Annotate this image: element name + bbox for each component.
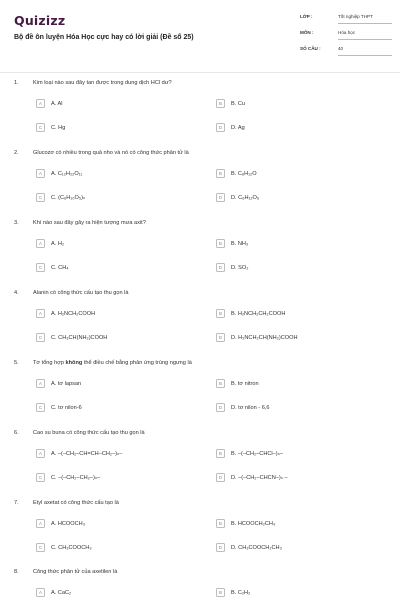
option-text: A. –(–CH₂–CH=CH–CH₂–)ₙ– [51, 450, 123, 457]
question-number: 5. [14, 360, 19, 366]
question-item [0, 220, 400, 290]
option-text: C. CH₃CH(NH₂)COOH [51, 334, 108, 341]
answer-option-b[interactable] [216, 588, 386, 598]
option-letter-box: D [216, 543, 225, 552]
question-text-part: Tơ tổng hợp [33, 360, 66, 366]
question-item [0, 80, 400, 150]
question-number: 3. [14, 220, 19, 226]
question-text-part: thể điều chế bằng phản ứng trùng ngưng là [82, 360, 192, 366]
option-text: A. C₁₂H₂₂O₁₁ [51, 170, 83, 177]
option-text: A. HCOOCH₃ [51, 520, 85, 527]
option-letter-box: A [36, 588, 45, 597]
option-letter-box: C [36, 543, 45, 552]
option-text: A. Al [51, 100, 63, 107]
answer-option-d[interactable] [216, 263, 386, 273]
option-letter-box: D [216, 403, 225, 412]
question-item [0, 150, 400, 220]
question-text: Khí nào sau đây gây ra hiện tượng mưa axit? [33, 220, 146, 226]
answer-option-d[interactable] [216, 473, 386, 483]
option-text: D. CH₃COOCH₂CH₃ [231, 544, 282, 551]
option-text: B. C₂H₂ [231, 589, 251, 596]
question-item [0, 569, 400, 600]
option-text: D. C₆H₁₂O₆ [231, 194, 260, 201]
answer-option-a[interactable] [36, 519, 206, 529]
question-text: Glucozơ có nhiều trong quả nho và nó có công thức phân tử là [33, 150, 189, 156]
meta-label: LỚP : [300, 14, 313, 19]
option-text: C. CH₄ [51, 264, 69, 271]
question-text: Cao su buna có công thức cấu tạo thu gọn là [33, 430, 145, 436]
option-letter-box: D [216, 123, 225, 132]
question-item [0, 500, 400, 570]
option-text: B. Cu [231, 100, 245, 107]
option-letter-box: A [36, 519, 45, 528]
question-item [0, 290, 400, 360]
option-letter-box: B [216, 169, 225, 178]
option-text: B. HCOOCH₂CH₃ [231, 520, 276, 527]
option-text: A. H₂NCH₂COOH [51, 310, 96, 317]
option-letter-box: C [36, 473, 45, 482]
option-text: B. NH₃ [231, 240, 249, 247]
answer-option-a[interactable] [36, 169, 206, 179]
answer-option-b[interactable] [216, 519, 386, 529]
answer-option-d[interactable] [216, 543, 386, 553]
option-text: D. H₂NCH₂CH(NH₂)COOH [231, 334, 298, 341]
meta-label: SỐ CÂU : [300, 46, 321, 51]
answer-option-d[interactable] [216, 333, 386, 343]
answer-option-a[interactable] [36, 239, 206, 249]
question-text: Kim loại nào sau đây tan được trong dung dịch HCl dư? [33, 80, 172, 86]
question-item [0, 360, 400, 430]
answer-option-d[interactable] [216, 403, 386, 413]
option-letter-box: C [36, 263, 45, 272]
answer-option-b[interactable] [216, 239, 386, 249]
answer-option-b[interactable] [216, 169, 386, 179]
question-text-emphasis: không [65, 360, 83, 366]
answer-option-a[interactable] [36, 99, 206, 109]
option-letter-box: C [36, 123, 45, 132]
answer-option-c[interactable] [36, 403, 206, 413]
answer-option-c[interactable] [36, 123, 206, 133]
option-letter-box: B [216, 309, 225, 318]
question-number: 7. [14, 500, 19, 506]
option-text: A. tơ lapsan [51, 380, 82, 387]
answer-option-b[interactable] [216, 449, 386, 459]
option-text: C. CH₃COOCH₃ [51, 544, 92, 551]
answer-option-a[interactable] [36, 309, 206, 319]
answer-option-a[interactable] [36, 449, 206, 459]
answer-option-b[interactable] [216, 309, 386, 319]
option-letter-box: D [216, 333, 225, 342]
answer-option-d[interactable] [216, 193, 386, 203]
question-item [0, 430, 400, 500]
answer-option-c[interactable] [36, 193, 206, 203]
option-letter-box: D [216, 263, 225, 272]
option-letter-box: A [36, 309, 45, 318]
answer-option-c[interactable] [36, 263, 206, 273]
answer-option-a[interactable] [36, 588, 206, 598]
meta-value: Tốt nghiệp THPT [338, 14, 392, 24]
answer-option-c[interactable] [36, 543, 206, 553]
option-letter-box: B [216, 588, 225, 597]
option-text: B. –(–CH₂–CHCl–)ₙ– [231, 450, 283, 457]
option-letter-box: A [36, 99, 45, 108]
question-number: 2. [14, 150, 19, 156]
option-letter-box: B [216, 99, 225, 108]
option-letter-box: C [36, 403, 45, 412]
option-text: B. H₂NCH₂CH₂COOH [231, 310, 286, 317]
option-letter-box: A [36, 449, 45, 458]
option-text: D. tơ nilon - 6,6 [231, 404, 270, 411]
worksheet-title: Bộ đề ôn luyện Hóa Học cực hay có lời giải (Đề số 25) [14, 34, 194, 41]
option-text: B. tơ nitron [231, 380, 259, 387]
option-letter-box: B [216, 519, 225, 528]
option-letter-box: C [36, 193, 45, 202]
quizizz-logo: Quizizz [14, 13, 66, 28]
option-letter-box: A [36, 379, 45, 388]
question-number: 6. [14, 430, 19, 436]
option-letter-box: B [216, 239, 225, 248]
option-text: A. CaC₂ [51, 589, 72, 596]
question-text: Etyl axetat có công thức cấu tạo là [33, 500, 119, 506]
meta-row-class [300, 14, 392, 30]
option-letter-box: A [36, 169, 45, 178]
option-text: C. tơ nilon-6 [51, 404, 82, 411]
question-number: 8. [14, 569, 19, 575]
answer-option-a[interactable] [36, 379, 206, 389]
question-text: Công thức phân tử của axetilen là [33, 569, 118, 575]
header-divider [0, 72, 400, 73]
meta-value: Hóa học [338, 30, 392, 40]
answer-option-c[interactable] [36, 333, 206, 343]
worksheet-meta [300, 14, 392, 62]
question-text [33, 360, 192, 366]
answer-option-b[interactable] [216, 99, 386, 109]
meta-value: 40 [338, 46, 392, 56]
option-letter-box: C [36, 333, 45, 342]
answer-option-d[interactable] [216, 123, 386, 133]
meta-label: MÔN : [300, 30, 314, 35]
option-text: D. SO₂ [231, 264, 249, 271]
worksheet-header [0, 0, 400, 72]
question-number: 1. [14, 80, 19, 86]
option-text: A. H₂ [51, 240, 65, 247]
meta-row-question-count [300, 46, 392, 62]
option-text: D. Ag [231, 124, 245, 131]
question-number: 4. [14, 290, 19, 296]
option-letter-box: B [216, 379, 225, 388]
option-letter-box: A [36, 239, 45, 248]
option-letter-box: D [216, 193, 225, 202]
answer-option-c[interactable] [36, 473, 206, 483]
option-text: C. Hg [51, 124, 66, 131]
meta-row-subject [300, 30, 392, 46]
option-text: D. –(–CH₂–CHCN–)ₙ – [231, 474, 288, 481]
option-letter-box: D [216, 473, 225, 482]
option-letter-box: B [216, 449, 225, 458]
option-text: B. C₆H₁₂O [231, 170, 257, 177]
question-text: Alanin có công thức cấu tạo thu gọn là [33, 290, 129, 296]
answer-option-b[interactable] [216, 379, 386, 389]
option-text: C. –(–CH₂–CH₂–)ₙ– [51, 474, 101, 481]
option-text: C. (C₆H₁₀O₅)ₙ [51, 194, 86, 201]
